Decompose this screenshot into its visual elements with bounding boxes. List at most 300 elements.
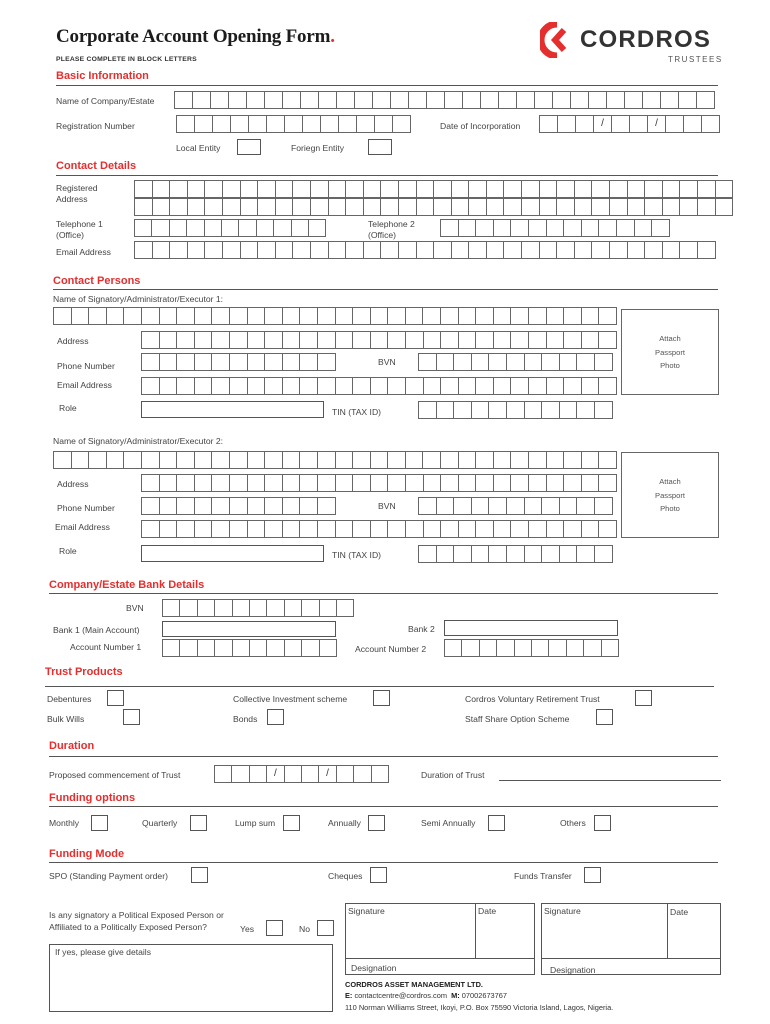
letter-cell[interactable]	[311, 199, 329, 215]
letter-cell[interactable]	[107, 308, 125, 324]
letter-cell[interactable]	[160, 452, 178, 468]
letter-cell[interactable]	[441, 220, 459, 236]
letter-cell[interactable]	[276, 181, 294, 197]
letter-cell[interactable]	[300, 521, 318, 537]
signatory-1-tin-field[interactable]	[418, 401, 613, 419]
signatory-2-phone-field[interactable]	[141, 497, 336, 515]
letter-cell[interactable]	[560, 354, 578, 370]
letter-cell[interactable]	[230, 308, 248, 324]
letter-cell[interactable]	[230, 498, 248, 514]
letter-cell[interactable]	[215, 640, 232, 656]
letter-cell[interactable]	[577, 546, 595, 562]
letter-cell[interactable]	[212, 521, 230, 537]
letter-cell[interactable]	[599, 475, 617, 491]
letter-cell[interactable]	[318, 378, 336, 394]
letter-cell[interactable]	[329, 242, 347, 258]
letter-cell[interactable]	[628, 199, 646, 215]
letter-cell[interactable]	[388, 378, 406, 394]
letter-cell[interactable]	[248, 452, 266, 468]
letter-cell[interactable]	[459, 452, 477, 468]
letter-cell[interactable]	[152, 220, 169, 236]
letter-cell[interactable]	[160, 498, 178, 514]
letter-cell[interactable]	[231, 116, 249, 132]
letter-cell[interactable]	[388, 475, 406, 491]
letter-cell[interactable]	[230, 521, 248, 537]
letter-cell[interactable]	[265, 452, 283, 468]
pep-yes-checkbox[interactable]	[266, 920, 283, 936]
letter-cell[interactable]	[215, 600, 232, 616]
letter-cell[interactable]	[160, 378, 178, 394]
letter-cell[interactable]	[476, 475, 494, 491]
email-address-field[interactable]	[134, 241, 716, 259]
letter-cell[interactable]	[599, 332, 617, 348]
letter-cell[interactable]	[630, 116, 648, 132]
letter-cell[interactable]	[499, 92, 517, 108]
letter-cell[interactable]	[212, 332, 230, 348]
letter-cell[interactable]	[283, 308, 301, 324]
letter-cell[interactable]	[419, 546, 437, 562]
letter-cell[interactable]	[459, 332, 477, 348]
letter-cell[interactable]	[459, 378, 477, 394]
letter-cell[interactable]	[589, 92, 607, 108]
letter-cell[interactable]	[250, 600, 267, 616]
letter-cell[interactable]	[612, 116, 630, 132]
letter-cell[interactable]	[267, 600, 284, 616]
letter-cell[interactable]	[293, 181, 311, 197]
signatory-1-passport-photo-box[interactable]	[621, 309, 719, 395]
letter-cell[interactable]	[107, 452, 125, 468]
letter-cell[interactable]	[540, 199, 558, 215]
local-entity-checkbox[interactable]	[237, 139, 261, 155]
letter-cell[interactable]	[564, 452, 582, 468]
telephone-1-field[interactable]	[134, 219, 326, 237]
letter-cell[interactable]	[525, 402, 543, 418]
letter-cell[interactable]	[293, 199, 311, 215]
letter-cell[interactable]	[424, 475, 442, 491]
letter-cell[interactable]	[437, 546, 455, 562]
letter-cell[interactable]	[336, 452, 354, 468]
signatory-2-email-field[interactable]	[141, 520, 617, 538]
letter-cell[interactable]	[371, 378, 389, 394]
letter-cell[interactable]	[283, 521, 301, 537]
letter-cell[interactable]	[292, 220, 309, 236]
letter-cell[interactable]	[507, 546, 525, 562]
letter-cell[interactable]	[417, 199, 435, 215]
letter-cell[interactable]	[529, 308, 547, 324]
letter-cell[interactable]	[628, 181, 646, 197]
signatory-1-name-field[interactable]	[53, 307, 617, 325]
letter-cell[interactable]	[195, 521, 213, 537]
letter-cell[interactable]	[371, 308, 389, 324]
letter-cell[interactable]	[557, 181, 575, 197]
letter-cell[interactable]	[489, 354, 507, 370]
letter-cell[interactable]	[346, 181, 364, 197]
letter-cell[interactable]	[525, 498, 543, 514]
letter-cell[interactable]	[434, 242, 452, 258]
signatory-2-tin-field[interactable]	[418, 545, 613, 563]
letter-cell[interactable]	[248, 308, 266, 324]
letter-cell[interactable]	[497, 640, 514, 656]
letter-cell[interactable]	[437, 402, 455, 418]
letter-cell[interactable]	[354, 766, 371, 782]
letter-cell[interactable]	[564, 308, 582, 324]
letter-cell[interactable]	[177, 475, 195, 491]
letter-cell[interactable]	[353, 521, 371, 537]
letter-cell[interactable]	[311, 181, 329, 197]
staff-share-option-checkbox[interactable]	[596, 709, 613, 725]
letter-cell[interactable]	[684, 116, 702, 132]
letter-cell[interactable]	[529, 220, 547, 236]
letter-cell[interactable]	[195, 308, 213, 324]
letter-cell[interactable]	[452, 181, 470, 197]
bank-2-field[interactable]	[444, 620, 618, 636]
letter-cell[interactable]	[577, 354, 595, 370]
letter-cell[interactable]	[540, 242, 558, 258]
letter-cell[interactable]	[663, 242, 681, 258]
letter-cell[interactable]	[364, 181, 382, 197]
letter-cell[interactable]	[337, 766, 354, 782]
letter-cell[interactable]	[72, 452, 90, 468]
letter-cell[interactable]	[346, 242, 364, 258]
letter-cell[interactable]	[211, 92, 229, 108]
letter-cell[interactable]	[558, 116, 576, 132]
letter-cell[interactable]	[375, 116, 393, 132]
letter-cell[interactable]	[610, 199, 628, 215]
letter-cell[interactable]	[241, 199, 259, 215]
foreign-entity-checkbox[interactable]	[368, 139, 392, 155]
letter-cell[interactable]	[511, 308, 529, 324]
letter-cell[interactable]	[504, 242, 522, 258]
letter-cell[interactable]	[142, 354, 160, 370]
signatory-2-role-field[interactable]	[141, 545, 324, 562]
letter-cell[interactable]	[595, 402, 613, 418]
letter-cell[interactable]	[89, 452, 107, 468]
letter-cell[interactable]	[265, 498, 283, 514]
letter-cell[interactable]	[454, 354, 472, 370]
letter-cell[interactable]	[160, 332, 178, 348]
letter-cell[interactable]	[459, 521, 477, 537]
letter-cell[interactable]	[54, 452, 72, 468]
letter-cell[interactable]	[353, 332, 371, 348]
spo-checkbox[interactable]	[191, 867, 208, 883]
letter-cell[interactable]	[476, 378, 494, 394]
letter-cell[interactable]	[283, 332, 301, 348]
letter-cell[interactable]	[406, 332, 424, 348]
letter-cell[interactable]	[249, 116, 267, 132]
letter-cell[interactable]	[321, 116, 339, 132]
letter-cell[interactable]	[564, 475, 582, 491]
letter-cell[interactable]	[283, 498, 301, 514]
letter-cell[interactable]	[454, 402, 472, 418]
letter-cell[interactable]	[223, 181, 241, 197]
letter-cell[interactable]	[320, 640, 337, 656]
letter-cell[interactable]	[300, 498, 318, 514]
letter-cell[interactable]	[320, 600, 337, 616]
letter-cell[interactable]	[364, 199, 382, 215]
letter-cell[interactable]	[679, 92, 697, 108]
letter-cell[interactable]	[698, 199, 716, 215]
letter-cell[interactable]	[153, 199, 171, 215]
letter-cell[interactable]	[285, 600, 302, 616]
letter-cell[interactable]	[153, 181, 171, 197]
letter-cell[interactable]	[698, 242, 716, 258]
letter-cell[interactable]	[142, 498, 160, 514]
letter-cell[interactable]	[160, 308, 178, 324]
letter-cell[interactable]	[371, 452, 389, 468]
letter-cell[interactable]	[300, 452, 318, 468]
letter-cell[interactable]	[472, 402, 490, 418]
letter-cell[interactable]	[336, 475, 354, 491]
letter-cell[interactable]	[564, 521, 582, 537]
letter-cell[interactable]	[276, 199, 294, 215]
letter-cell[interactable]	[135, 220, 152, 236]
letter-cell[interactable]	[511, 332, 529, 348]
others-checkbox[interactable]	[594, 815, 611, 831]
letter-cell[interactable]	[248, 354, 266, 370]
letter-cell[interactable]	[248, 475, 266, 491]
letter-cell[interactable]	[547, 475, 565, 491]
letter-cell[interactable]	[529, 452, 547, 468]
company-name-field[interactable]	[174, 91, 715, 109]
letter-cell[interactable]	[329, 199, 347, 215]
letter-cell[interactable]	[494, 332, 512, 348]
letter-cell[interactable]	[195, 498, 213, 514]
account-number-1-field[interactable]	[162, 639, 337, 657]
letter-cell[interactable]	[595, 354, 613, 370]
letter-cell[interactable]	[135, 242, 153, 258]
letter-cell[interactable]	[507, 402, 525, 418]
letter-cell[interactable]	[339, 116, 357, 132]
letter-cell[interactable]	[283, 354, 301, 370]
letter-cell[interactable]	[454, 498, 472, 514]
letter-cell[interactable]	[697, 92, 715, 108]
letter-cell[interactable]	[494, 308, 512, 324]
letter-cell[interactable]	[301, 92, 319, 108]
letter-cell[interactable]	[170, 220, 187, 236]
letter-cell[interactable]	[163, 640, 180, 656]
letter-cell[interactable]	[645, 242, 663, 258]
letter-cell[interactable]	[393, 116, 411, 132]
letter-cell[interactable]	[212, 354, 230, 370]
letter-cell[interactable]	[198, 600, 215, 616]
letter-cell[interactable]	[124, 452, 142, 468]
letter-cell[interactable]	[232, 766, 249, 782]
letter-cell[interactable]	[241, 242, 259, 258]
letter-cell[interactable]	[318, 308, 336, 324]
letter-cell[interactable]	[364, 242, 382, 258]
letter-cell[interactable]	[575, 181, 593, 197]
signatory-1-bvn-field[interactable]	[418, 353, 613, 371]
letter-cell[interactable]	[388, 308, 406, 324]
signatory-2-address-field[interactable]	[141, 474, 617, 492]
letter-cell[interactable]	[175, 92, 193, 108]
letter-cell[interactable]	[355, 92, 373, 108]
registration-number-field[interactable]	[176, 115, 411, 133]
letter-cell[interactable]	[188, 242, 206, 258]
letter-cell[interactable]	[180, 600, 197, 616]
letter-cell[interactable]	[205, 242, 223, 258]
letter-cell[interactable]	[212, 378, 230, 394]
letter-cell[interactable]	[371, 332, 389, 348]
letter-cell[interactable]	[540, 181, 558, 197]
letter-cell[interactable]	[283, 92, 301, 108]
letter-cell[interactable]	[553, 92, 571, 108]
letter-cell[interactable]	[582, 378, 600, 394]
letter-cell[interactable]	[195, 475, 213, 491]
letter-cell[interactable]	[318, 475, 336, 491]
letter-cell[interactable]	[459, 475, 477, 491]
letter-cell[interactable]	[177, 354, 195, 370]
letter-cell[interactable]	[142, 308, 160, 324]
letter-cell[interactable]	[285, 640, 302, 656]
letter-cell[interactable]	[160, 354, 178, 370]
letter-cell[interactable]	[381, 242, 399, 258]
letter-cell[interactable]	[265, 92, 283, 108]
letter-cell[interactable]	[602, 640, 619, 656]
letter-cell[interactable]	[205, 199, 223, 215]
letter-cell[interactable]	[511, 452, 529, 468]
letter-cell[interactable]	[494, 378, 512, 394]
letter-cell[interactable]	[494, 475, 512, 491]
letter-cell[interactable]	[195, 354, 213, 370]
letter-cell[interactable]	[346, 199, 364, 215]
letter-cell[interactable]	[645, 199, 663, 215]
letter-cell[interactable]	[276, 242, 294, 258]
letter-cell[interactable]	[452, 242, 470, 258]
letter-cell[interactable]	[515, 640, 532, 656]
letter-cell[interactable]	[187, 220, 204, 236]
letter-cell[interactable]	[293, 242, 311, 258]
funds-transfer-checkbox[interactable]	[584, 867, 601, 883]
letter-cell[interactable]	[265, 521, 283, 537]
letter-cell[interactable]	[193, 92, 211, 108]
letter-cell[interactable]	[300, 332, 318, 348]
letter-cell[interactable]	[511, 475, 529, 491]
letter-cell[interactable]	[233, 640, 250, 656]
letter-cell[interactable]	[417, 181, 435, 197]
letter-cell[interactable]	[564, 220, 582, 236]
letter-cell[interactable]	[584, 640, 601, 656]
letter-cell[interactable]	[300, 378, 318, 394]
letter-cell[interactable]	[535, 92, 553, 108]
letter-cell[interactable]	[472, 354, 490, 370]
letter-cell[interactable]	[571, 92, 589, 108]
letter-cell[interactable]	[195, 116, 213, 132]
letter-cell[interactable]	[582, 308, 600, 324]
letter-cell[interactable]	[406, 452, 424, 468]
debentures-checkbox[interactable]	[107, 690, 124, 706]
letter-cell[interactable]	[517, 92, 535, 108]
letter-cell[interactable]	[441, 452, 459, 468]
letter-cell[interactable]	[250, 766, 267, 782]
letter-cell[interactable]	[452, 199, 470, 215]
letter-cell[interactable]	[599, 521, 617, 537]
letter-cell[interactable]	[441, 475, 459, 491]
letter-cell[interactable]	[388, 332, 406, 348]
letter-cell[interactable]	[318, 498, 336, 514]
signatory-2-passport-photo-box[interactable]	[621, 452, 719, 538]
letter-cell[interactable]	[525, 354, 543, 370]
signatory-1-address-field[interactable]	[141, 331, 617, 349]
letter-cell[interactable]	[265, 475, 283, 491]
letter-cell[interactable]	[462, 640, 479, 656]
letter-cell[interactable]	[215, 766, 232, 782]
letter-cell[interactable]	[547, 332, 565, 348]
letter-cell[interactable]	[489, 402, 507, 418]
commencement-date-field[interactable]	[214, 765, 389, 783]
letter-cell[interactable]	[529, 521, 547, 537]
letter-cell[interactable]	[617, 220, 635, 236]
letter-cell[interactable]	[454, 546, 472, 562]
letter-cell[interactable]	[54, 308, 72, 324]
letter-cell[interactable]	[89, 308, 107, 324]
letter-cell[interactable]	[610, 181, 628, 197]
letter-cell[interactable]	[557, 199, 575, 215]
letter-cell[interactable]	[336, 521, 354, 537]
letter-cell[interactable]	[599, 308, 617, 324]
letter-cell[interactable]	[177, 332, 195, 348]
letter-cell[interactable]	[716, 199, 734, 215]
letter-cell[interactable]	[222, 220, 239, 236]
letter-cell[interactable]	[472, 546, 490, 562]
letter-cell[interactable]	[142, 332, 160, 348]
letter-cell[interactable]	[177, 521, 195, 537]
letter-cell[interactable]	[248, 332, 266, 348]
letter-cell[interactable]	[576, 116, 594, 132]
letter-cell[interactable]	[592, 199, 610, 215]
letter-cell[interactable]	[542, 402, 560, 418]
signatory-1-email-field[interactable]	[141, 377, 617, 395]
letter-cell[interactable]	[372, 766, 389, 782]
letter-cell[interactable]	[230, 475, 248, 491]
letter-cell[interactable]	[223, 242, 241, 258]
letter-cell[interactable]	[441, 332, 459, 348]
letter-cell[interactable]	[459, 308, 477, 324]
letter-cell[interactable]	[303, 116, 321, 132]
letter-cell[interactable]	[680, 181, 698, 197]
letter-cell[interactable]	[643, 92, 661, 108]
letter-cell[interactable]	[267, 640, 284, 656]
letter-cell[interactable]	[476, 220, 494, 236]
letter-cell[interactable]	[423, 308, 441, 324]
duration-of-trust-line[interactable]	[499, 780, 721, 781]
letter-cell[interactable]	[716, 181, 734, 197]
letter-cell[interactable]	[212, 452, 230, 468]
letter-cell[interactable]	[230, 378, 248, 394]
letter-cell[interactable]	[302, 600, 319, 616]
letter-cell[interactable]	[177, 452, 195, 468]
letter-cell[interactable]	[180, 640, 197, 656]
letter-cell[interactable]	[476, 308, 494, 324]
letter-cell[interactable]	[233, 600, 250, 616]
letter-cell[interactable]	[302, 640, 319, 656]
annually-checkbox[interactable]	[368, 815, 385, 831]
letter-cell[interactable]	[248, 378, 266, 394]
letter-cell[interactable]	[424, 378, 442, 394]
letter-cell[interactable]	[258, 242, 276, 258]
letter-cell[interactable]	[300, 354, 318, 370]
date-of-incorporation-field[interactable]	[539, 115, 720, 133]
letter-cell[interactable]	[177, 498, 195, 514]
letter-cell[interactable]	[437, 498, 455, 514]
letter-cell[interactable]	[542, 354, 560, 370]
letter-cell[interactable]	[160, 521, 178, 537]
letter-cell[interactable]	[424, 332, 442, 348]
letter-cell[interactable]	[257, 220, 274, 236]
letter-cell[interactable]	[427, 92, 445, 108]
letter-cell[interactable]	[248, 521, 266, 537]
letter-cell[interactable]	[406, 475, 424, 491]
